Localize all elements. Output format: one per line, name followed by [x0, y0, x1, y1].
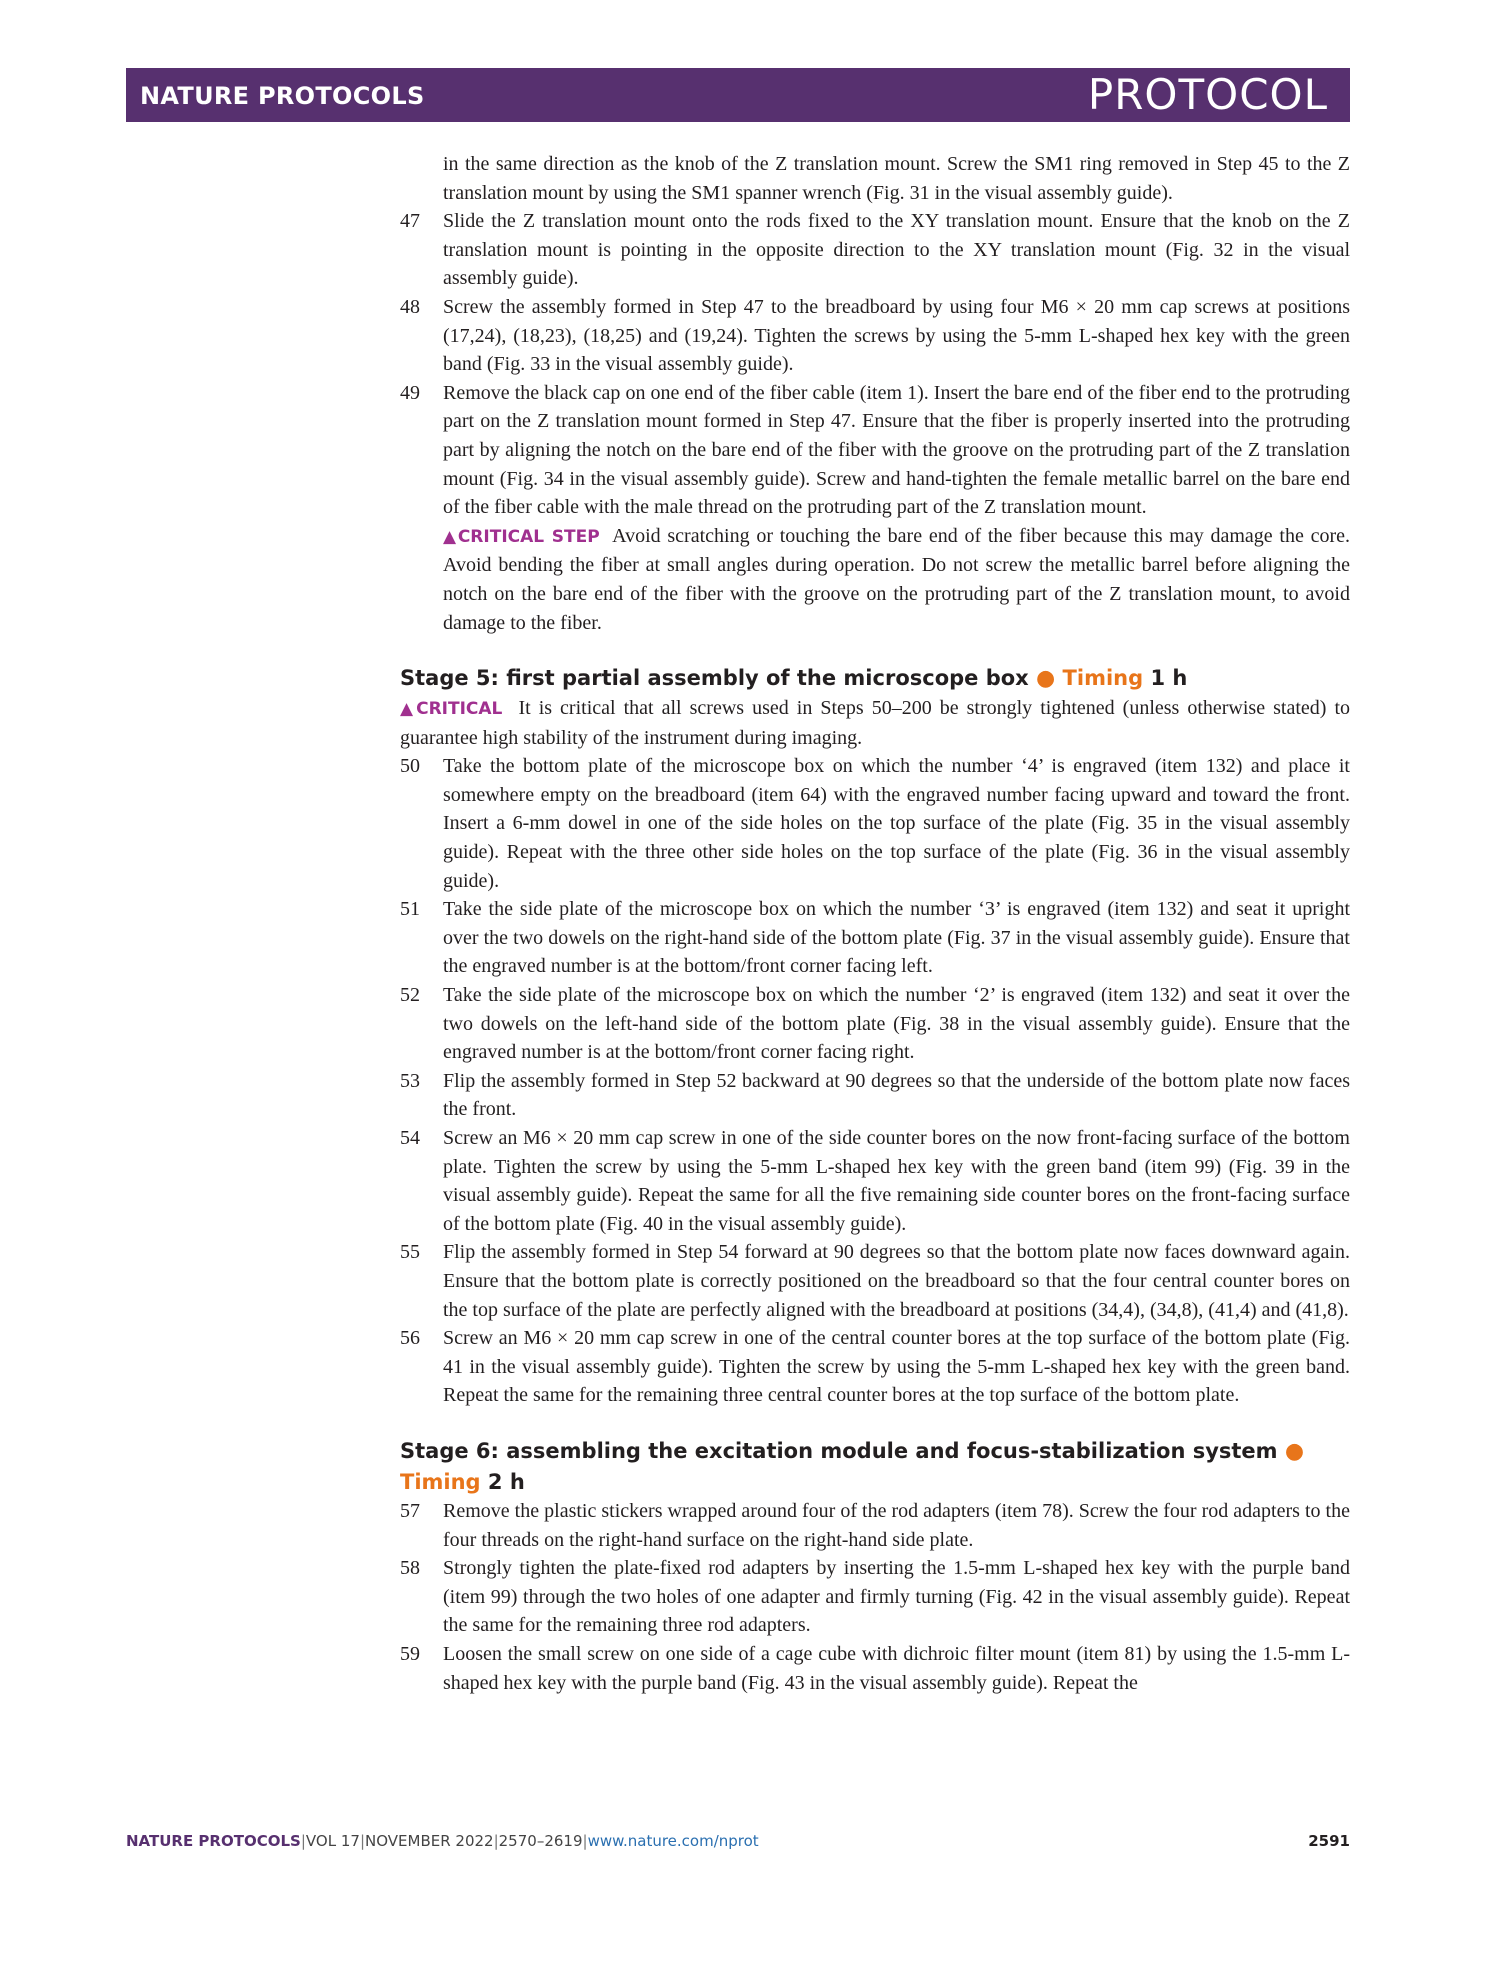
step-item [400, 293, 1350, 379]
step-number: 50 [400, 755, 420, 778]
step-number: 54 [400, 1127, 420, 1149]
step-item [400, 1640, 1350, 1697]
footer-date: NOVEMBER 2022 [365, 1832, 494, 1850]
step-number: 55 [400, 1241, 420, 1264]
stage-5-heading [400, 663, 1350, 694]
footer-journal: NATURE PROTOCOLS [126, 1832, 301, 1850]
critical-note [400, 694, 1350, 752]
step-number: 53 [400, 1069, 420, 1092]
step-text: Remove the black cap on one end of the fiber cable (item 1). Insert the bare end of the fiber end to the protruding part on the Z translation mount formed in Step 47. Ensure that the fiber is properly inserted into the protruding part by aligning the notch on the bare end of the fiber with the groove on the protruding part of the Z translation mount (Fig. 34 in the visual assembly guide). Screw and hand-tighten the female metallic barrel on the bare end of the fiber cable with the male thread on the protruding part of the Z translation mount. [443, 381, 1350, 519]
step-item [400, 1124, 1350, 1238]
step-item [400, 1324, 1350, 1410]
footer-separator: | [493, 1832, 499, 1850]
stage-title: Stage 6: assembling the excitation module and focus-stabilization system [400, 1438, 1278, 1463]
critical-label: ▲CRITICAL [400, 699, 503, 720]
timing-value: 2 h [487, 1469, 525, 1494]
step-item [400, 1497, 1350, 1554]
step-number: 51 [400, 898, 420, 921]
step-number: 52 [400, 984, 420, 1007]
step-text: Screw the assembly formed in Step 47 to the breadboard by using four M6 × 20 mm cap screws at positions (17,24), (18,23), (18,25) and (19,24). Tighten the screws by using the 5-mm L-shaped hex key with the green band (Fig. 33 in the visual assembly guide). [443, 295, 1350, 376]
footer-pages: 2570–2619 [498, 1832, 583, 1850]
step-text: Flip the assembly formed in Step 52 backward at 90 degrees so that the underside of the bottom plate now faces the front. [443, 1069, 1350, 1121]
step-text: Flip the assembly formed in Step 54 forward at 90 degrees so that the bottom plate now faces downward again. Ensure that the bottom plate is correctly positioned on the breadboard so that the four central counter bores on the top surface of the plate are perfectly aligned with the breadboard at positions (34,4), (34,8), (41,4) and (41,8). [443, 1241, 1350, 1321]
article-type: PROTOCOL [1087, 70, 1328, 119]
footer-separator: | [300, 1832, 306, 1850]
timing-value: 1 h [1150, 666, 1188, 691]
step-number: 56 [400, 1327, 420, 1350]
journal-name: NATURE PROTOCOLS [140, 82, 425, 110]
step-text: Remove the plastic stickers wrapped around four of the rod adapters (item 78). Screw the four rod adapters to the four threads on the right-hand surface on the right-hand side plate. [443, 1499, 1350, 1551]
step-number: 57 [400, 1499, 420, 1522]
footer-separator: | [582, 1832, 588, 1850]
timing-dot-icon: ● [1284, 1438, 1305, 1464]
step-item [400, 981, 1350, 1067]
critical-step-text: Avoid scratching or touching the bare end of the fiber because this may damage the core. Avoid bending the fiber at small angles during operation. Do not screw the metallic barrel before aligning the notch on the bare end of the fiber with the groove on the protruding part of the Z translation mount, to avoid damage to the fiber. [443, 524, 1350, 634]
step-item [400, 752, 1350, 895]
step-text: Loosen the small screw on one side of a cage cube with dichroic filter mount (item 81) by using the 1.5-mm L-shaped hex key with the purple band (Fig. 43 in the visual assembly guide). Repeat the [443, 1642, 1350, 1694]
timing-label: Timing [400, 1469, 481, 1494]
step-item [400, 1238, 1350, 1324]
critical-step-label: ▲CRITICAL STEP [443, 526, 600, 547]
journal-header-bar [126, 68, 1350, 122]
footer-volume: VOL 17 [305, 1832, 360, 1850]
step-item [400, 1554, 1350, 1640]
footer-url-link[interactable]: www.nature.com/nprot [587, 1832, 759, 1850]
timing-dot-icon: ● [1036, 666, 1056, 692]
page-footer [126, 1832, 1350, 1850]
page-number: 2591 [1308, 1832, 1350, 1850]
step-text: Take the side plate of the microscope box on which the number ‘2’ is engraved (item 132) and seat it over the two dowels on the left-hand side of the bottom plate (Fig. 38 in the visual assembly guide). Ensure that the engraved number is at the bottom/front corner facing right. [443, 984, 1350, 1064]
step-list-a [400, 207, 1350, 522]
step-item [400, 895, 1350, 981]
step-text: in the same direction as the knob of the Z translation mount. Screw the SM1 ring removed in Step 45 to the Z translation mount by using the SM1 spanner wrench (Fig. 31 in the visual assembly guide). [443, 153, 1350, 204]
step-list-b [400, 752, 1350, 1410]
step-text: Strongly tighten the plate-fixed rod adapters by inserting the 1.5-mm L-shaped hex key with the purple band (item 99) through the two holes of one adapter and firmly turning (Fig. 42 in the visual assembly guide). Repeat the same for the remaining three rod adapters. [443, 1557, 1350, 1637]
step-text: Screw an M6 × 20 mm cap screw in one of the side counter bores on the now front-facing surface of the bottom plate. Tighten the screw by using the 5-mm L-shaped hex key with the green band (item 99) (Fig. 39 in the visual assembly guide). Repeat the same for all the five remaining side counter bores on the front-facing surface of the bottom plate (Fig. 40 in the visual assembly guide). [443, 1127, 1350, 1235]
timing-label: Timing [1062, 666, 1144, 691]
step-continuation [400, 150, 1350, 207]
step-item [400, 207, 1350, 293]
article-body [400, 150, 1350, 1697]
critical-step-note [400, 522, 1350, 637]
step-text: Take the bottom plate of the microscope box on which the number ‘4’ is engraved (item 132) and place it somewhere empty on the breadboard (item 64) with the engraved number facing upward and toward the front. Insert a 6-mm dowel in one of the side holes on the top surface of the plate (Fig. 35 in the visual assembly guide). Repeat with the three other side holes on the top surface of the plate (Fig. 36 in the visual assembly guide). [443, 755, 1350, 892]
stage-title: Stage 5: first partial assembly of the microscope box [400, 666, 1029, 691]
step-list-c [400, 1497, 1350, 1697]
step-text: Take the side plate of the microscope box on which the number ‘3’ is engraved (item 132) and seat it upright over the two dowels on the right-hand side of the bottom plate (Fig. 37 in the visual assembly guide). Ensure that the engraved number is at the bottom/front corner facing left. [443, 898, 1350, 978]
step-text: Screw an M6 × 20 mm cap screw in one of the central counter bores at the top surface of the bottom plate (Fig. 41 in the visual assembly guide). Tighten the screw by using the 5-mm L-shaped hex key with the green band. Repeat the same for the remaining three central counter bores at the top surface of the bottom plate. [443, 1327, 1350, 1407]
step-number: 58 [400, 1557, 420, 1580]
stage-6-heading [400, 1436, 1350, 1497]
footer-separator: | [359, 1832, 365, 1850]
step-number: 59 [400, 1642, 420, 1665]
step-number: 49 [400, 381, 420, 404]
step-item [400, 379, 1350, 522]
step-item [400, 1067, 1350, 1124]
step-number: 48 [400, 295, 420, 318]
step-text: Slide the Z translation mount onto the rods fixed to the XY translation mount. Ensure that the knob on the Z translation mount is pointing in the opposite direction to the XY translation mount (Fig. 32 in the visual assembly guide). [443, 210, 1350, 290]
step-number: 47 [400, 210, 420, 233]
critical-text: It is critical that all screws used in Steps 50–200 be strongly tightened (unless otherwise stated) to guarantee high stability of the instrument during imaging. [400, 697, 1351, 749]
